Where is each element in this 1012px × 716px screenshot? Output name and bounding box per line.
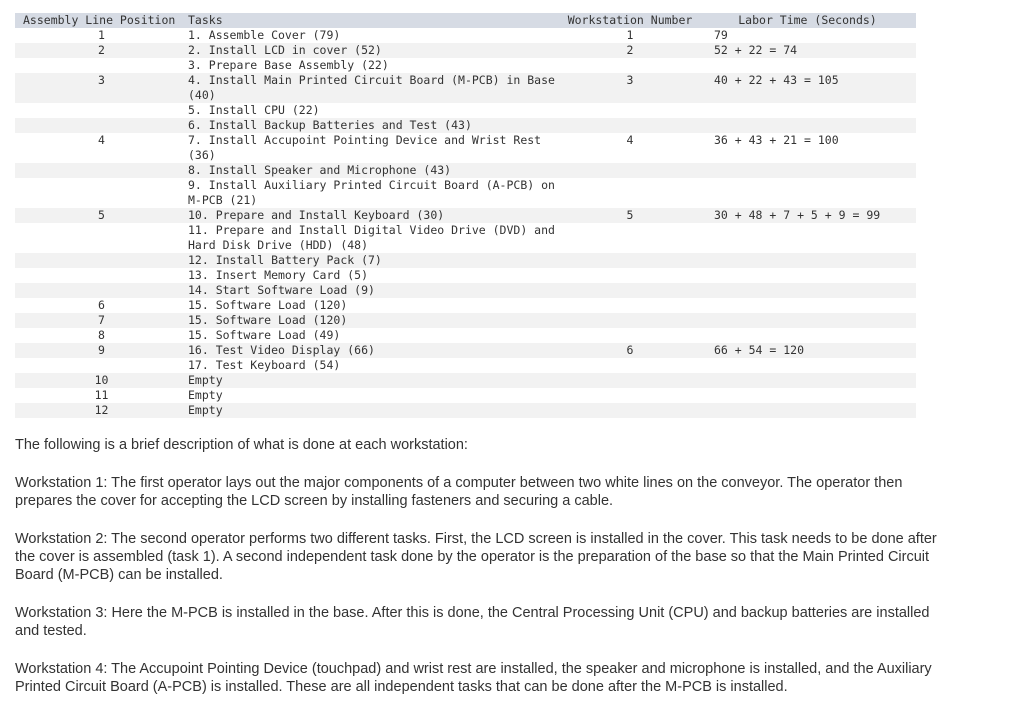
table-row <box>15 298 916 313</box>
task-cell: 6. Install Backup Batteries and Test (43) <box>188 118 472 132</box>
workstation-cell <box>561 163 699 178</box>
labor-time-cell <box>699 253 916 268</box>
task-cell: 11. Prepare and Install Digital Video Drive (DVD) and Hard Disk Drive (HDD) (48) <box>188 223 562 252</box>
position-cell <box>15 358 188 373</box>
table-row <box>15 283 916 298</box>
assembly-line-table <box>15 13 916 418</box>
workstation-cell <box>561 283 699 298</box>
labor-time-cell <box>699 283 916 298</box>
table-row <box>15 388 916 403</box>
labor-time-cell: 66 + 54 = 120 <box>714 343 805 357</box>
workstation-cell <box>561 358 699 373</box>
workstation-cell <box>561 118 699 133</box>
labor-time-cell: 79 <box>714 28 728 42</box>
position-cell <box>15 103 188 118</box>
position-cell <box>15 283 188 298</box>
table-row <box>15 373 916 388</box>
table-row <box>15 358 916 373</box>
workstation-cell <box>561 298 699 313</box>
labor-time-cell <box>699 298 916 313</box>
task-cell: 7. Install Accupoint Pointing Device and Wrist Rest (36) <box>188 133 549 162</box>
task-cell: 1. Assemble Cover (79) <box>188 28 341 42</box>
table-row <box>15 73 916 103</box>
labor-time-cell: 36 + 43 + 21 = 100 <box>714 133 839 147</box>
workstation-cell <box>561 253 699 268</box>
workstation-cell: 4 <box>626 133 634 147</box>
header-assembly-line-position: Assembly Line Position <box>23 13 176 27</box>
table-row <box>15 223 916 253</box>
workstation-cell: 6 <box>626 343 634 357</box>
labor-time-cell: 52 + 22 = 74 <box>714 43 798 57</box>
position-cell: 10 <box>94 373 109 387</box>
workstation-3-description: Workstation 3: Here the M-PCB is installed in the base. After this is done, the Central Processing Unit (CPU) and backup batteries are installed and tested. <box>15 605 930 639</box>
position-cell <box>15 223 188 253</box>
task-cell: Empty <box>188 373 223 387</box>
task-cell: 12. Install Battery Pack (7) <box>188 253 382 267</box>
labor-time-cell <box>699 388 916 403</box>
position-cell: 3 <box>98 73 105 87</box>
table-row <box>15 28 916 43</box>
task-cell: 10. Prepare and Install Keyboard (30) <box>188 208 445 222</box>
position-cell: 9 <box>98 343 105 357</box>
labor-time-cell <box>699 268 916 283</box>
position-cell: 4 <box>98 133 105 147</box>
labor-time-cell <box>699 163 916 178</box>
table-row <box>15 313 916 328</box>
task-cell: 17. Test Keyboard (54) <box>188 358 341 372</box>
workstation-description <box>15 436 955 716</box>
workstation-cell <box>561 328 699 343</box>
task-cell: 3. Prepare Base Assembly (22) <box>188 58 389 72</box>
workstation-cell: 3 <box>626 73 634 87</box>
workstation-cell <box>561 223 699 253</box>
table-header <box>15 13 916 28</box>
labor-time-cell <box>699 358 916 373</box>
table-row <box>15 103 916 118</box>
workstation-cell <box>561 388 699 403</box>
task-cell: Empty <box>188 388 223 402</box>
header-workstation-number: Workstation Number <box>567 13 693 27</box>
position-cell <box>15 268 188 283</box>
task-cell: 16. Test Video Display (66) <box>188 343 375 357</box>
labor-time-cell <box>699 328 916 343</box>
table-row <box>15 178 916 208</box>
position-cell: 8 <box>98 328 105 342</box>
table-row <box>15 43 916 58</box>
workstation-cell: 1 <box>626 28 634 42</box>
labor-time-cell <box>699 373 916 388</box>
table-row <box>15 58 916 73</box>
table-row <box>15 328 916 343</box>
table-row <box>15 133 916 163</box>
workstation-cell <box>561 58 699 73</box>
position-cell: 7 <box>98 313 105 327</box>
workstation-4-description: Workstation 4: The Accupoint Pointing Device (touchpad) and wrist rest are installed, the speaker and microphone is installed, and the Auxiliary Printed Circuit Board (A-PCB) is installed. These are all independent tasks that can be done after the M-PCB is installed. <box>15 661 932 695</box>
table-body <box>15 28 916 418</box>
position-cell <box>15 118 188 133</box>
position-cell: 12 <box>94 403 109 417</box>
labor-time-cell <box>699 403 916 418</box>
table-row <box>15 163 916 178</box>
labor-time-cell <box>699 103 916 118</box>
task-cell: 2. Install LCD in cover (52) <box>188 43 382 57</box>
position-cell: 5 <box>98 208 105 222</box>
workstation-cell <box>561 313 699 328</box>
table-row <box>15 253 916 268</box>
labor-time-cell: 30 + 48 + 7 + 5 + 9 = 99 <box>714 208 881 222</box>
task-cell: 9. Install Auxiliary Printed Circuit Board (A-PCB) on M-PCB (21) <box>188 178 562 207</box>
workstation-2-description: Workstation 2: The second operator performs two different tasks. First, the LCD screen is installed in the cover. This task needs to be done after the cover is assembled (task 1). A second independent task done by the operator is the preparation of the base so that the Main Printed Circuit Board (M-PCB) can be installed. <box>15 531 937 583</box>
position-cell: 11 <box>94 388 109 402</box>
task-cell: 5. Install CPU (22) <box>188 103 320 117</box>
table-header-row <box>15 13 916 28</box>
table-row <box>15 118 916 133</box>
task-cell: 15. Software Load (120) <box>188 313 348 327</box>
position-cell <box>15 178 188 208</box>
table-row <box>15 268 916 283</box>
table-row <box>15 343 916 358</box>
position-cell: 1 <box>98 28 105 42</box>
labor-time-cell <box>699 223 916 253</box>
header-labor-time: Labor Time (Seconds) <box>738 13 877 27</box>
workstation-cell <box>561 403 699 418</box>
position-cell <box>15 253 188 268</box>
labor-time-cell: 40 + 22 + 43 = 105 <box>714 73 839 87</box>
workstation-cell: 2 <box>626 43 634 57</box>
workstation-cell: 5 <box>626 208 634 222</box>
task-cell: Empty <box>188 403 223 417</box>
labor-time-cell <box>699 313 916 328</box>
task-cell: 13. Insert Memory Card (5) <box>188 268 369 282</box>
position-cell <box>15 58 188 73</box>
description-intro: The following is a brief description of what is done at each workstation: <box>15 437 468 453</box>
workstation-cell <box>561 103 699 118</box>
task-cell: 8. Install Speaker and Microphone (43) <box>188 163 452 177</box>
workstation-cell <box>561 268 699 283</box>
labor-time-cell <box>699 58 916 73</box>
position-cell: 2 <box>98 43 105 57</box>
labor-time-cell <box>699 178 916 208</box>
position-cell <box>15 163 188 178</box>
table-row <box>15 403 916 418</box>
task-cell: 4. Install Main Printed Circuit Board (M-PCB) in Base (40) <box>188 73 562 102</box>
table-row <box>15 208 916 223</box>
header-tasks: Tasks <box>188 13 223 27</box>
task-cell: 14. Start Software Load (9) <box>188 283 375 297</box>
workstation-cell <box>561 373 699 388</box>
workstation-1-description: Workstation 1: The first operator lays out the major components of a computer between two white lines on the conveyor. The operator then prepares the cover for accepting the LCD screen by installing fasteners and securing a cable. <box>15 475 903 509</box>
task-cell: 15. Software Load (49) <box>188 328 341 342</box>
workstation-cell <box>561 178 699 208</box>
position-cell: 6 <box>98 298 105 312</box>
labor-time-cell <box>699 118 916 133</box>
task-cell: 15. Software Load (120) <box>188 298 348 312</box>
